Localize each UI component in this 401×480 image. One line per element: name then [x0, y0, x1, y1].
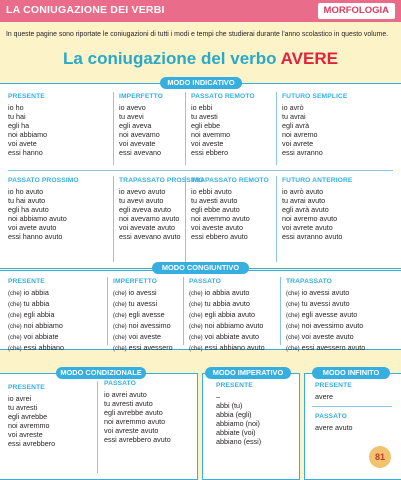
conjugation-form [104, 435, 171, 444]
conjugation-form [113, 310, 173, 321]
conjugation-column [191, 93, 255, 158]
form-text: egli ha [8, 121, 30, 131]
conjugation-column [113, 278, 173, 355]
conjugation-form [189, 321, 265, 332]
tense-heading: TRAPASSATO [286, 278, 332, 285]
che-prefix: (che) [286, 324, 300, 331]
form-text: voi avete avuto [8, 223, 57, 233]
conjugation-column [216, 382, 261, 447]
form-text: io abbia avuto [204, 288, 250, 297]
conjugation-form [216, 401, 261, 410]
conjugation-form [282, 148, 347, 157]
form-text: essi avrebbero avuto [104, 435, 171, 445]
conjugation-column [282, 177, 352, 242]
form-text: essi avranno avuto [282, 232, 343, 242]
conjugation-form [315, 423, 353, 432]
tense-heading: IMPERFETTO [119, 93, 163, 100]
form-text: essi avrebbero [8, 439, 56, 449]
form-text: voi abbiate avuto [204, 332, 260, 342]
form-text: voi aveste avuto [301, 332, 354, 342]
form-text: io avrei [8, 394, 32, 403]
conjugation-column [286, 278, 365, 355]
conjugation-form [113, 321, 173, 332]
che-prefix: (che) [113, 324, 127, 331]
form-text: egli avrà avuto [282, 205, 329, 215]
conjugation-form [191, 196, 269, 205]
conjugation-form [282, 121, 347, 130]
conjugation-form [216, 419, 261, 428]
conjugation-form [282, 214, 352, 223]
form-text: io avrò [282, 103, 304, 112]
form-text: abbiano (essi) [216, 437, 262, 447]
form-text: noi avemmo [191, 130, 231, 140]
form-text: noi abbiamo [8, 130, 48, 140]
conjugation-form [189, 299, 265, 310]
conjugation-form [8, 196, 79, 205]
form-text: essi hanno avuto [8, 232, 63, 242]
conjugation-form [286, 310, 365, 321]
conjugation-form [189, 288, 265, 299]
che-prefix: (che) [286, 313, 300, 320]
conjugation-form [8, 421, 55, 430]
conjugation-form [191, 205, 269, 214]
page-number: 81 [369, 446, 391, 468]
form-text: tu avrai avuto [282, 196, 326, 206]
conjugation-form [119, 148, 163, 157]
form-text: tu hai [8, 112, 26, 122]
conjugation-form [8, 232, 79, 241]
conjugation-form [282, 103, 347, 112]
tense-heading: PASSATO REMOTO [191, 93, 255, 100]
conjugation-form [189, 310, 265, 321]
conjugation-form [8, 223, 79, 232]
column-divider [276, 92, 277, 165]
conjugation-form [286, 288, 365, 299]
form-text: noi avremo [282, 130, 318, 140]
section-title: LA CONIUGAZIONE DEI VERBI [6, 4, 165, 16]
tense-heading: PRESENTE [315, 382, 352, 389]
form-text: noi avevamo [119, 130, 160, 140]
conjugation-form [286, 321, 365, 332]
che-prefix: (che) [189, 335, 203, 342]
form-text: – [216, 392, 220, 401]
form-text: io avrò avuto [282, 187, 324, 196]
form-text: egli abbia [23, 310, 55, 320]
column-divider [276, 176, 277, 262]
conjugation-form [8, 394, 55, 403]
conjugation-column [191, 177, 269, 242]
form-text: tu avessi [128, 299, 158, 309]
conjugation-column [8, 278, 64, 355]
tense-heading: TRAPASSATO REMOTO [191, 177, 269, 184]
tense-heading: PRESENTE [8, 93, 45, 100]
form-text: avere [315, 392, 333, 401]
conjugation-form [8, 112, 47, 121]
che-prefix: (che) [8, 302, 22, 309]
conjugation-form [191, 121, 255, 130]
column-divider [97, 381, 98, 473]
conjugation-form [216, 392, 261, 401]
form-text: noi avremmo avuto [104, 417, 166, 427]
conjugation-form [191, 187, 269, 196]
form-text: noi abbiamo [23, 321, 63, 331]
conjugation-column [8, 93, 47, 158]
conjugation-form [191, 139, 255, 148]
conjugation-form [189, 343, 265, 354]
conjugation-form [8, 439, 55, 448]
conjugation-form [216, 437, 261, 446]
form-text: abbi (tu) [216, 401, 243, 411]
form-text: tu avevi avuto [119, 196, 164, 206]
che-prefix: (che) [189, 302, 203, 309]
conjugation-form [113, 299, 173, 310]
conjugation-form [286, 299, 365, 310]
form-text: essi abbiano avuto [204, 343, 265, 353]
form-text: egli avrebbe avuto [104, 408, 163, 418]
conjugation-form [104, 399, 171, 408]
che-prefix: (che) [113, 302, 127, 309]
conjugation-form [8, 288, 64, 299]
form-text: tu avesti avuto [191, 196, 238, 206]
conjugation-column [104, 380, 171, 445]
conjugation-form [8, 214, 79, 223]
conjugation-form [119, 121, 163, 130]
form-text: voi avevate [119, 139, 156, 149]
form-text: essi avessero [128, 343, 173, 353]
che-prefix: (che) [286, 346, 300, 353]
conjugation-form [8, 321, 64, 332]
che-prefix: (che) [8, 313, 22, 320]
tense-heading: FUTURO ANTERIORE [282, 177, 353, 184]
tense-heading: IMPERFETTO [113, 278, 157, 285]
conjugation-form [282, 130, 347, 139]
form-text: essi ebbero [191, 148, 229, 158]
conjugation-form [104, 408, 171, 417]
form-text: voi aveste [128, 332, 162, 342]
column-divider [280, 277, 281, 345]
form-text: tu abbia avuto [204, 299, 250, 309]
conjugation-form [216, 410, 261, 419]
conjugation-form [282, 112, 347, 121]
indicativo-divider [8, 170, 393, 171]
congiuntivo-label: MODO CONGIUNTIVO [152, 262, 249, 274]
infinito-divider [312, 406, 392, 407]
form-text: voi avete [8, 139, 37, 149]
conjugation-form [282, 205, 352, 214]
form-text: noi avevamo avuto [119, 214, 180, 224]
tense-heading: PRESENTE [8, 278, 45, 285]
che-prefix: (che) [113, 335, 127, 342]
form-text: io avessi avuto [301, 288, 350, 297]
conjugation-form [282, 187, 352, 196]
form-text: essi avranno [282, 148, 323, 158]
conjugation-form [104, 390, 171, 399]
form-text: tu hai avuto [8, 196, 46, 206]
form-text: egli ebbe [191, 121, 221, 131]
conjugation-form [282, 223, 352, 232]
form-text: essi hanno [8, 148, 43, 158]
form-text: tu avesti [191, 112, 218, 122]
conjugation-form [8, 130, 47, 139]
che-prefix: (che) [189, 346, 203, 353]
form-text: tu avresti avuto [104, 399, 153, 409]
conjugation-form [315, 392, 352, 401]
tense-heading: PRESENTE [216, 382, 253, 389]
form-text: egli ha avuto [8, 205, 49, 215]
imperativo-label: MODO IMPERATIVO [205, 367, 291, 379]
form-text: voi avreste [8, 430, 43, 440]
form-text: egli aveva [119, 121, 152, 131]
tense-heading: PASSATO PROSSIMO [8, 177, 79, 184]
conjugation-form [282, 139, 347, 148]
conjugation-form [191, 232, 269, 241]
form-text: egli ebbe avuto [191, 205, 240, 215]
tense-heading: PASSATO [104, 380, 136, 387]
conjugation-form [119, 103, 163, 112]
form-text: noi avremo avuto [282, 214, 338, 224]
conjugation-form [191, 223, 269, 232]
che-prefix: (che) [113, 346, 127, 353]
conjugation-form [104, 417, 171, 426]
form-text: avere avuto [315, 423, 353, 432]
form-text: essi avevano [119, 148, 161, 158]
form-text: tu avessi avuto [301, 299, 350, 309]
form-text: tu avrai [282, 112, 306, 122]
form-text: voi avevate avuto [119, 223, 175, 233]
conjugation-form [8, 139, 47, 148]
form-text: essi abbiano [23, 343, 65, 353]
form-text: egli aveva avuto [119, 205, 171, 215]
conjugation-form [216, 428, 261, 437]
conjugation-form [286, 343, 365, 354]
che-prefix: (che) [113, 291, 127, 297]
column-divider [113, 176, 114, 262]
page-title [0, 49, 401, 69]
che-prefix: (che) [189, 313, 203, 320]
form-text: io ho [8, 103, 24, 112]
form-text: noi avemmo avuto [191, 214, 250, 224]
tense-heading: PASSATO [189, 278, 221, 285]
conjugation-form [191, 130, 255, 139]
condizionale-label: MODO CONDIZIONALE [56, 367, 146, 379]
conjugation-column [8, 384, 55, 449]
che-prefix: (che) [8, 324, 22, 331]
column-divider [185, 92, 186, 165]
form-text: voi avrete avuto [282, 223, 333, 233]
tense-heading: PASSATO [315, 413, 347, 420]
form-text: io ebbi [191, 103, 213, 112]
form-text: egli avesse [128, 310, 165, 320]
form-text: noi avremmo [8, 421, 50, 431]
form-text: essi avessero avuto [301, 343, 366, 353]
conjugation-form [191, 148, 255, 157]
conjugation-form [8, 343, 64, 354]
form-text: tu avresti [8, 403, 38, 413]
conjugation-form [119, 139, 163, 148]
che-prefix: (che) [189, 291, 203, 297]
column-divider [113, 92, 114, 165]
conjugation-form [8, 310, 64, 321]
conjugation-form [113, 343, 173, 354]
form-text: io avevo avuto [119, 187, 166, 196]
form-text: noi avessimo avuto [301, 321, 364, 331]
form-text: voi avreste avuto [104, 426, 159, 436]
page-title-verb: AVERE [280, 49, 338, 68]
che-prefix: (che) [8, 335, 22, 342]
conjugation-form [191, 112, 255, 121]
form-text: voi avrete [282, 139, 314, 149]
form-text: noi abbiamo avuto [8, 214, 67, 224]
conjugation-form [191, 103, 255, 112]
form-text: io avevo [119, 103, 146, 112]
form-text: tu abbia [23, 299, 50, 309]
che-prefix: (che) [286, 335, 300, 342]
conjugation-form [191, 214, 269, 223]
form-text: egli avesse avuto [301, 310, 358, 320]
infinito-label: MODO INFINITO [312, 367, 390, 379]
form-text: essi avevano avuto [119, 232, 181, 242]
conjugation-form [8, 205, 79, 214]
conjugation-form [8, 403, 55, 412]
form-text: noi avessimo [128, 321, 171, 331]
form-text: io avrei avuto [104, 390, 147, 399]
conjugation-form [119, 130, 163, 139]
form-text: abbia (egli) [216, 410, 252, 420]
conjugation-form [286, 332, 365, 343]
form-text: noi abbiamo avuto [204, 321, 264, 331]
conjugation-form [189, 332, 265, 343]
che-prefix: (che) [189, 324, 203, 331]
conjugation-form [8, 103, 47, 112]
category-tag: MORFOLOGIA [318, 3, 395, 19]
form-text: egli avrebbe [8, 412, 48, 422]
conjugation-form [113, 288, 173, 299]
che-prefix: (che) [8, 291, 22, 297]
tense-heading: PRESENTE [8, 384, 45, 391]
form-text: voi aveste [191, 139, 224, 149]
form-text: io ebbi avuto [191, 187, 232, 196]
che-prefix: (che) [286, 291, 300, 297]
conjugation-form [8, 187, 79, 196]
conjugation-form [119, 112, 163, 121]
form-text: essi ebbero avuto [191, 232, 248, 242]
che-prefix: (che) [8, 346, 22, 353]
form-text: io avessi [128, 288, 157, 297]
conjugation-column [282, 93, 347, 158]
conjugation-form [282, 196, 352, 205]
che-prefix: (che) [113, 313, 127, 320]
conjugation-form [113, 332, 173, 343]
conjugation-form [8, 121, 47, 130]
form-text: abbiamo (noi) [216, 419, 260, 429]
conjugation-form [282, 232, 352, 241]
tense-heading: FUTURO SEMPLICE [282, 93, 348, 100]
form-text: egli avrà [282, 121, 310, 131]
che-prefix: (che) [286, 302, 300, 309]
form-text: io abbia [23, 288, 49, 297]
column-divider [183, 277, 184, 345]
page-title-prefix: La coniugazione del verbo [63, 49, 281, 68]
conjugation-column [315, 382, 352, 401]
conjugation-form [8, 299, 64, 310]
conjugation-form [8, 332, 64, 343]
form-text: egli abbia avuto [204, 310, 256, 320]
form-text: abbiate (voi) [216, 428, 256, 438]
intro-text: In queste pagine sono riportate le coniugazioni di tutti i modi e tempi che studierai durante l'anno scolastico in questo volume. [6, 31, 389, 38]
form-text: voi aveste avuto [191, 223, 243, 233]
top-bar [0, 0, 401, 22]
conjugation-column [119, 93, 163, 158]
indicativo-label: MODO INDICATIVO [160, 77, 242, 89]
conjugation-column [315, 413, 353, 432]
tense-heading: TRAPASSATO PROSSIMO [119, 177, 204, 184]
conjugation-form [8, 412, 55, 421]
form-text: io ho avuto [8, 187, 44, 196]
conjugation-form [8, 430, 55, 439]
form-text: voi abbiate [23, 332, 59, 342]
column-divider [107, 277, 108, 345]
form-text: tu avevi [119, 112, 144, 122]
conjugation-form [104, 426, 171, 435]
conjugation-form [8, 148, 47, 157]
conjugation-column [189, 278, 265, 355]
conjugation-column [8, 177, 79, 242]
